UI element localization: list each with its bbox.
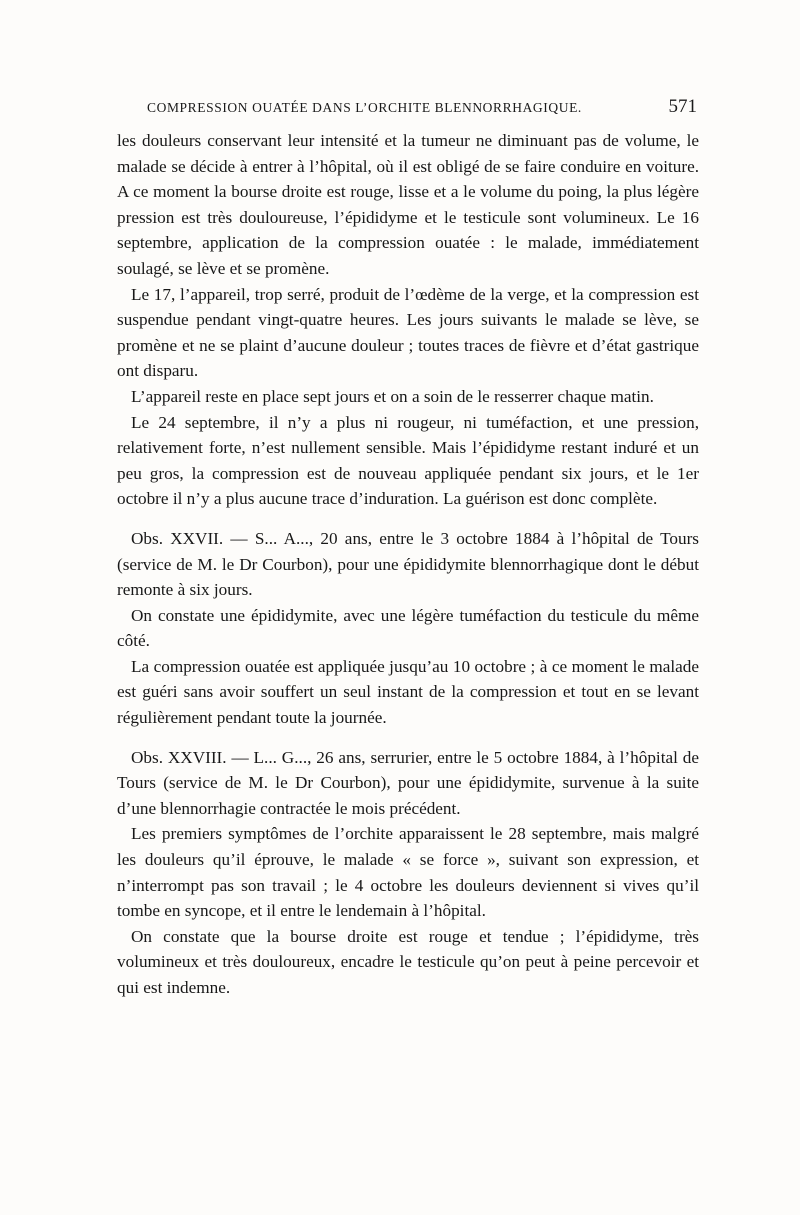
page-number: 571 [668,96,697,117]
paragraph: Le 24 septembre, il n’y a plus ni rougeur, ni tuméfaction, et une pression, relativement forte, n’est nullement sensible. Mais l’épididyme restant induré et un peu gros, la compression est de nouveau appliquée pendant six jours, et le 1er octobre il n’y a plus aucune trace d’induration. La guérison est donc complète. [117,412,699,509]
paragraph: L’appareil reste en place sept jours et on a soin de le resserrer chaque matin. [131,386,654,406]
observation-xxvii: Obs. XXVII. — S... A..., 20 ans, entre le 3 octobre 1884 à l’hôpital de Tours (service de M. le Dr Courbon), pour une épididymite blennorrhagique dont le début remonte à six jours. [117,528,699,600]
observation-xxviii: Obs. XXVIII. — L... G..., 26 ans, serrurier, entre le 5 octobre 1884, à l’hôpital de Tours (service de M. le Dr Courbon), pour une épididymite, survenue à la suite d’une blennorrhagie contractée le mois précédent. [117,747,699,818]
paragraph: On constate que la bourse droite est rouge et tendue ; l’épididyme, très volumineux et très douloureux, encadre le testicule qu’on peut à peine percevoir et qui est indemne. [117,926,699,997]
paragraph: Le 17, l’appareil, trop serré, produit de l’œdème de la verge, et la compression est suspendue pendant vingt-quatre heures. Les jours suivants le malade se lève, se promène et ne se plaint d’aucune douleur ; toutes traces de fièvre et d’état gastrique ont disparu. [117,284,699,381]
body-text [117,128,699,1001]
paragraph-continuation: les douleurs conservant leur intensité et la tumeur ne diminuant pas de volume, le malade se décide à entrer à l’hôpital, où il est obligé de se faire conduire en voiture. A ce moment la bourse droite est rouge, lisse et a le volume du poing, la plus légère pression est très douloureuse, l’épididyme et le testicule sont volumineux. Le 16 septembre, application de la compression ouatée : le malade, immédiatement soulagé, se lève et se promène. [117,131,699,278]
paragraph: Les premiers symptômes de l’orchite apparaissent le 28 septembre, mais malgré les douleurs qu’il éprouve, le malade « se force », suivant son expression, et n’interrompt pas son travail ; le 4 octobre les douleurs deviennent si vives qu’il tombe en syncope, et il entre le lendemain à l’hôpital. [117,824,699,921]
paragraph: On constate une épididymite, avec une légère tuméfaction du testicule du même côté. [117,605,699,651]
running-title: COMPRESSION OUATÉE DANS L’ORCHITE BLENNORRHAGIQUE. [147,100,582,115]
running-header [117,96,697,126]
paragraph: La compression ouatée est appliquée jusqu’au 10 octobre ; à ce moment le malade est guéri sans avoir souffert un seul instant de la compression et tout en se levant régulièrement pendant toute la journée. [117,656,699,728]
